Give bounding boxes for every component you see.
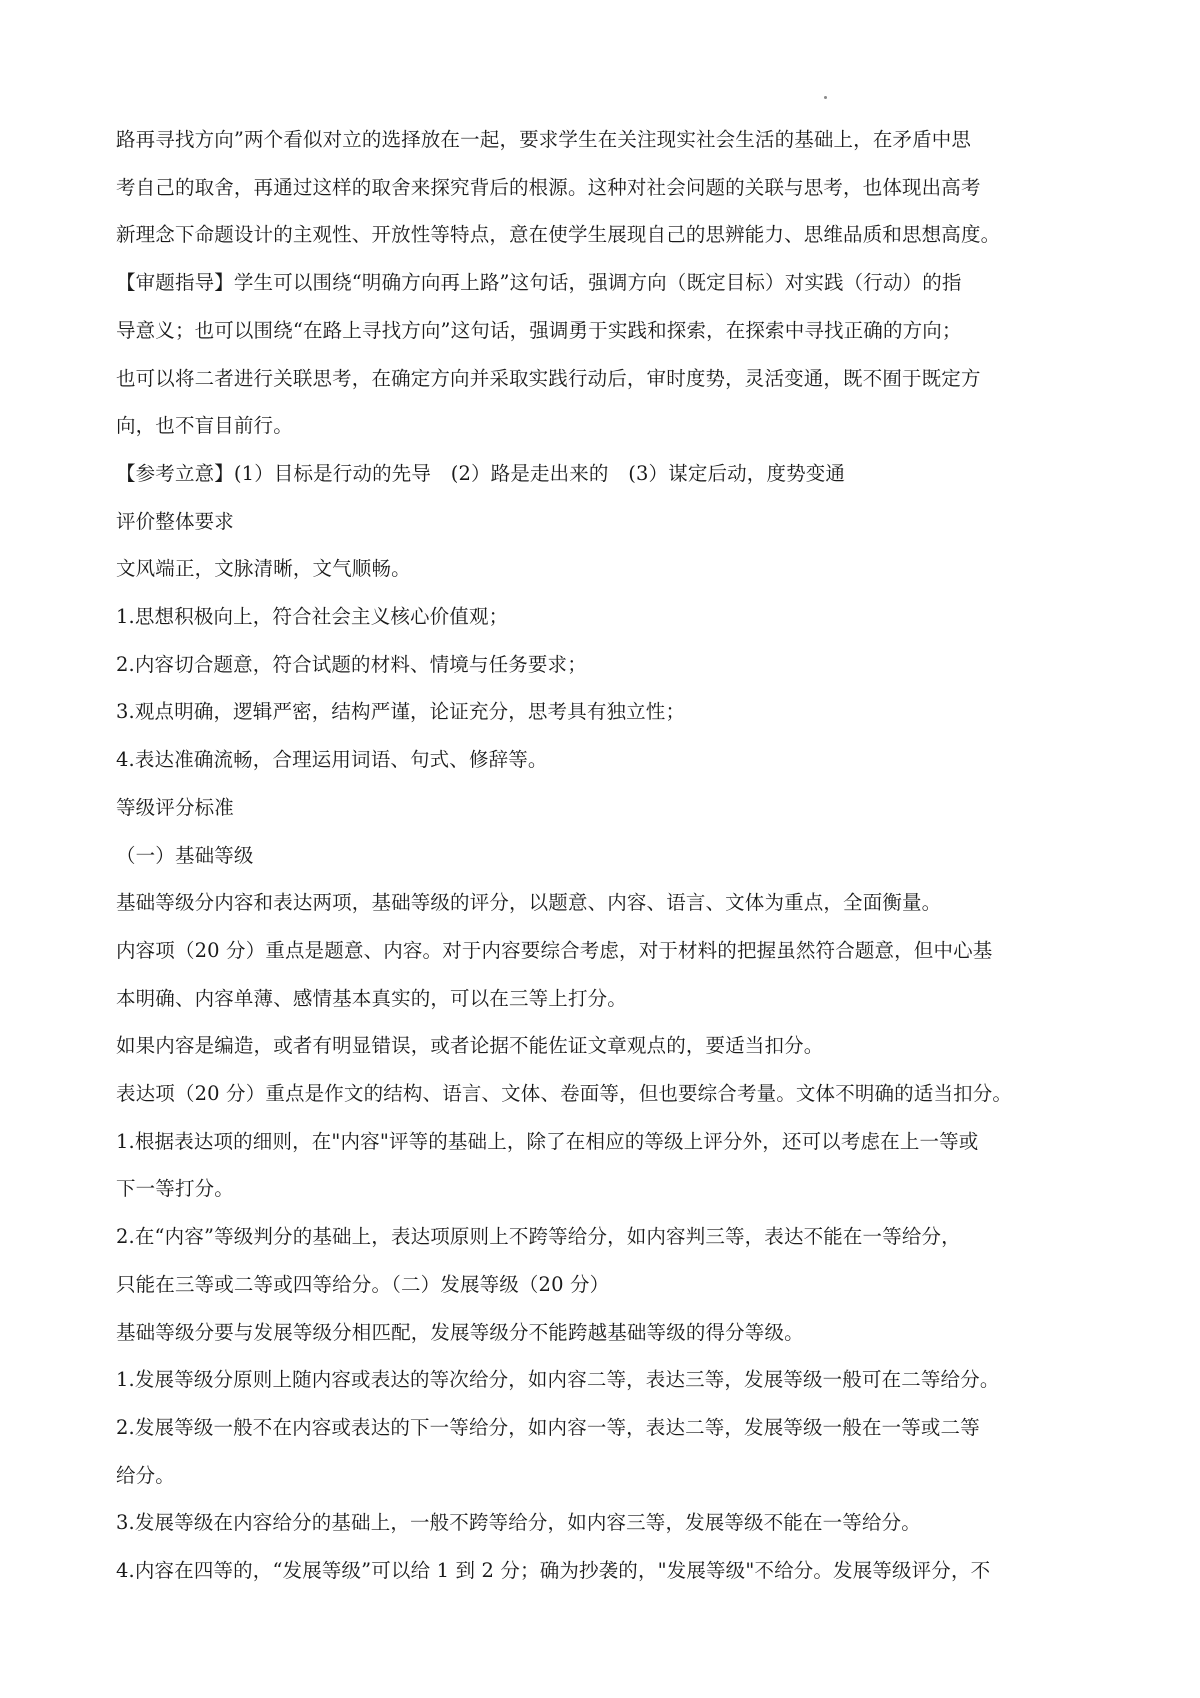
text-line: 表达项（20 分）重点是作文的结构、语言、文体、卷面等，但也要综合考量。文体不明确的适当扣分。	[116, 1082, 1013, 1106]
document-body	[116, 116, 1116, 1595]
text-line: 【审题指导】学生可以围绕“明确方向再上路”这句话，强调方向（既定目标）对实践（行动）的指	[116, 271, 962, 295]
text-line: 3.发展等级在内容给分的基础上，一般不跨等给分，如内容三等，发展等级不能在一等给分。	[116, 1511, 921, 1535]
text-line: 考自己的取舍，再通过这样的取舍来探究背后的根源。这种对社会问题的关联与思考，也体现出高考	[116, 175, 981, 199]
text-line: 只能在三等或二等或四等给分。（二）发展等级（20 分）	[116, 1272, 610, 1296]
text-line: 新理念下命题设计的主观性、开放性等特点，意在使学生展现自己的思辨能力、思维品质和思想高度。	[116, 223, 1001, 247]
scan-speck	[824, 96, 827, 99]
text-line: 如果内容是编造，或者有明显错误，或者论据不能佐证文章观点的，要适当扣分。	[116, 1034, 824, 1058]
text-line: 等级评分标准	[116, 795, 234, 819]
text-line: 1.思想积极向上，符合社会主义核心价值观；	[116, 605, 509, 629]
text-line: 导意义；也可以围绕“在路上寻找方向”这句话，强调勇于实践和探索，在探索中寻找正确的方向；	[116, 318, 962, 342]
text-line: 1.发展等级分原则上随内容或表达的等次给分，如内容二等，表达三等，发展等级一般可在二等给分。	[116, 1368, 1000, 1392]
text-line: 本明确、内容单薄、感情基本真实的，可以在三等上打分。	[116, 986, 627, 1010]
text-line: 2.在“内容”等级判分的基础上，表达项原则上不跨等给分，如内容判三等，表达不能在一等给分，	[116, 1225, 961, 1249]
text-line: 基础等级分要与发展等级分相匹配，发展等级分不能跨越基础等级的得分等级。	[116, 1320, 804, 1344]
text-line: 1.根据表达项的细则，在"内容"评等的基础上，除了在相应的等级上评分外，还可以考虑在上一等或	[116, 1129, 979, 1153]
text-line: 评价整体要求	[116, 509, 234, 533]
text-line: 向，也不盲目前行。	[116, 414, 293, 438]
text-line: 文风端正，文脉清晰，文气顺畅。	[116, 557, 411, 581]
text-line: 4.内容在四等的，“发展等级”可以给 1 到 2 分；确为抄袭的，"发展等级"不给分。发展等级评分，不	[116, 1559, 991, 1583]
text-line: （一）基础等级	[116, 843, 254, 867]
text-line: 2.内容切合题意，符合试题的材料、情境与任务要求；	[116, 652, 587, 676]
text-line: 路再寻找方向”两个看似对立的选择放在一起，要求学生在关注现实社会生活的基础上，在矛盾中思	[116, 128, 972, 151]
text-line: 下一等打分。	[116, 1177, 234, 1201]
text-line: 3.观点明确，逻辑严密，结构严谨，论证充分，思考具有独立性；	[116, 700, 686, 724]
text-line: 4.表达准确流畅，合理运用词语、句式、修辞等。	[116, 748, 548, 772]
text-line: 【参考立意】(1）目标是行动的先导 (2）路是走出来的 (3）谋定后动，度势变通	[116, 461, 846, 485]
text-line: 也可以将二者进行关联思考，在确定方向并采取实践行动后，审时度势，灵活变通，既不囿于既定方	[116, 366, 981, 390]
text-line: 基础等级分内容和表达两项，基础等级的评分，以题意、内容、语言、文体为重点，全面衡量。	[116, 891, 942, 915]
text-line: 2.发展等级一般不在内容或表达的下一等给分，如内容一等，表达二等，发展等级一般在一等或二等	[116, 1415, 980, 1439]
text-line: 内容项（20 分）重点是题意、内容。对于内容要综合考虑，对于材料的把握虽然符合题意，但中心基	[116, 938, 993, 962]
text-line: 给分。	[116, 1463, 175, 1487]
